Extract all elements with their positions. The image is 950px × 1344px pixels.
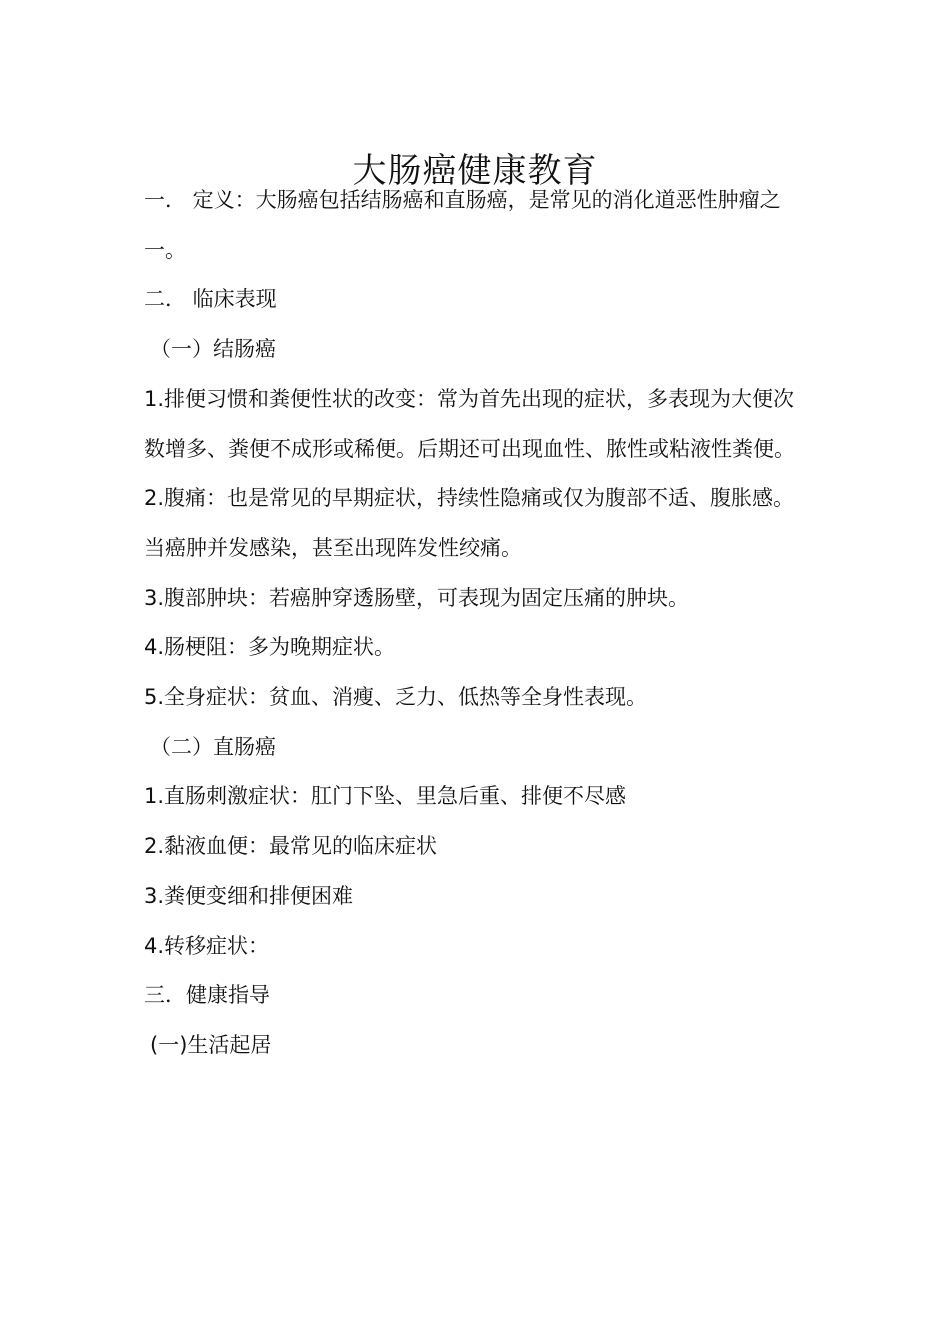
list-item: 3.腹部肿块：若癌肿穿透肠壁，可表现为固定压痛的肿块。 bbox=[144, 585, 690, 610]
document-title: 大肠癌健康教育 bbox=[352, 150, 598, 191]
list-item: 1.排便习惯和粪便性状的改变：常为首先出现的症状，多表现为大便次数增多、粪便不成形或稀便。后期还可出现血性、脓性或粘液性粪便。 bbox=[144, 386, 795, 461]
list-item: 3.粪便变细和排便困难 bbox=[144, 883, 354, 908]
list-item: 5.全身症状：贫血、消瘦、乏力、低热等全身性表现。 bbox=[144, 685, 648, 710]
list-item: 2.腹痛：也是常见的早期症状，持续性隐痛或仅为腹部不适、腹胀感。当癌肿并发感染，甚至出现阵发性绞痛。 bbox=[144, 486, 795, 560]
subheading-rectal-cancer: （二）直肠癌 bbox=[150, 734, 276, 759]
subheading-daily-life: (一)生活起居 bbox=[150, 1032, 272, 1057]
subheading-colon-cancer: （一）结肠癌 bbox=[150, 337, 276, 362]
list-item: 4.肠梗阻：多为晚期症状。 bbox=[144, 635, 396, 660]
list-item: 4.转移症状： bbox=[144, 933, 270, 958]
document-body bbox=[144, 176, 814, 1071]
heading-health-guidance: 三．健康指导 bbox=[144, 983, 270, 1008]
list-item: 2.黏液血便：最常见的临床症状 bbox=[144, 834, 438, 859]
paragraph-definition: 一． 定义：大肠癌包括结肠癌和直肠癌，是常见的消化道恶性肿瘤之一。 bbox=[144, 188, 781, 262]
heading-clinical-manifestations: 二． 临床表现 bbox=[144, 287, 277, 312]
list-item: 1.直肠刺激症状：肛门下坠、里急后重、排便不尽感 bbox=[144, 784, 627, 809]
